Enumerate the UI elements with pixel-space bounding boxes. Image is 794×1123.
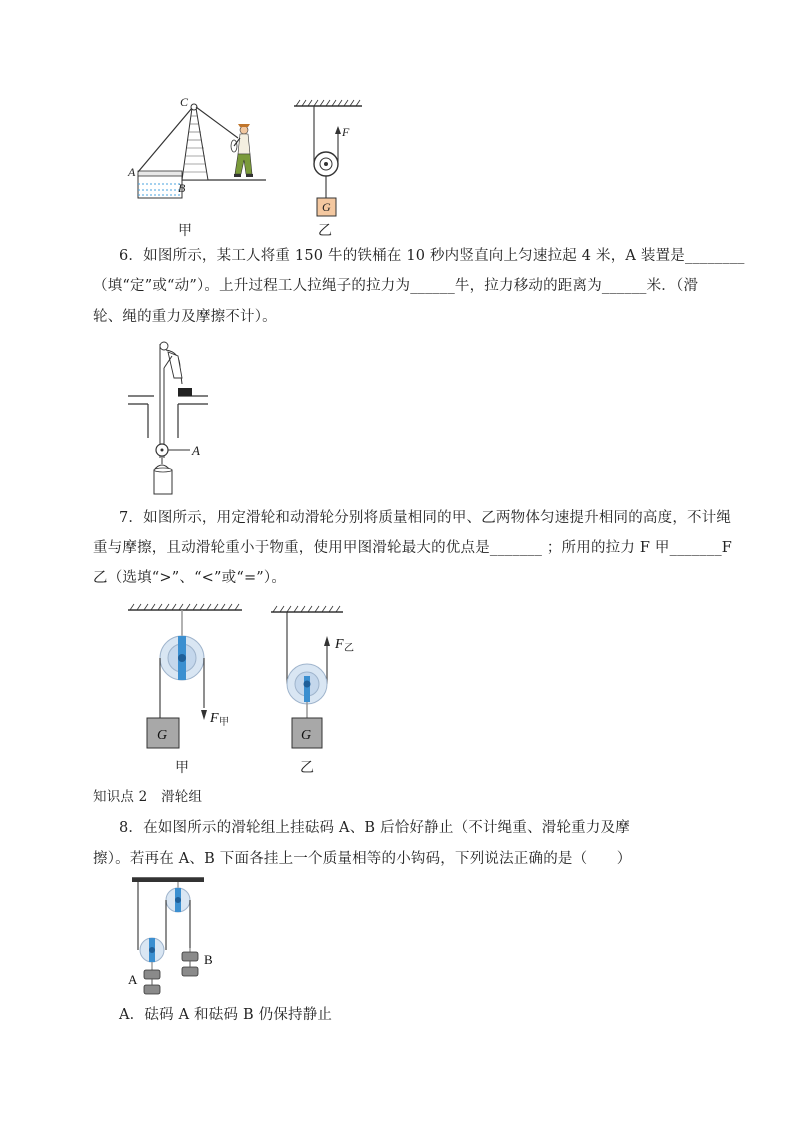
q6-well-figure	[120, 338, 220, 498]
q8-line-2: 擦）。若再在 A、B 下面各挂上一个质量相等的小钩码，下列说法正确的是（ ）	[93, 851, 632, 867]
q7-line-2: 重与摩擦，且动滑轮重小于物重，使用甲图滑轮最大的优点是_______ ；所用的拉力 F 甲_______F	[93, 540, 733, 556]
q6-line-1: 6．如图所示，某工人将重 150 牛的铁桶在 10 秒内竖直向上匀速拉起 4 米，A 装置是________	[119, 248, 745, 264]
q7-left-F-sub: 甲	[219, 717, 229, 728]
q8-option-a: A．砝码 A 和砝码 B 仍保持静止	[119, 1007, 333, 1023]
fig1-caption-yi: 乙	[318, 223, 332, 239]
q7-line-3: 乙（选填“>”、“<”或“=”）。	[93, 570, 287, 586]
figure-yi-pulley	[294, 100, 362, 216]
label-C: C	[180, 95, 189, 109]
figure-jia-scene	[127, 95, 266, 198]
label-F: F	[342, 125, 350, 139]
label-B: B	[178, 181, 186, 195]
q7-left-G: G	[157, 728, 168, 743]
q6-line-2: （填“定”或“动”）。上升过程工人拉绳子的拉力为______牛，拉力移动的距离为______米．（滑	[93, 278, 699, 294]
q8-label-A: A	[128, 972, 138, 987]
q7-left-F: F	[210, 711, 219, 726]
q8-pulley-block-figure	[124, 872, 224, 1002]
q7-right-F: F	[335, 637, 344, 652]
q6-line-3: 轮、绳的重力及摩擦不计）。	[93, 309, 277, 325]
figure-winch-and-pulley	[120, 92, 380, 222]
q7-fixed-pulley-figure	[120, 600, 250, 760]
q7-line-1: 7．如图所示，用定滑轮和动滑轮分别将质量相同的甲、乙两物体匀速提升相同的高度，不计绳	[119, 510, 732, 526]
q7-right-F-sub: 乙	[344, 643, 354, 654]
q7-right-G: G	[301, 728, 312, 743]
label-G: G	[322, 200, 331, 214]
section-title: 知识点 2 滑轮组	[93, 789, 203, 805]
q7-caption-yi: 乙	[300, 760, 314, 776]
q7-movable-pulley-figure	[265, 600, 365, 760]
q7-caption-jia: 甲	[175, 760, 189, 776]
q8-label-B: B	[204, 952, 213, 967]
q6-label-A: A	[192, 443, 200, 458]
q8-line-1: 8．在如图所示的滑轮组上挂砝码 A、B 后恰好静止（不计绳重、滑轮重力及摩	[119, 820, 630, 836]
worker-figure	[231, 124, 253, 177]
label-A: A	[128, 165, 136, 179]
fig1-caption-jia: 甲	[178, 223, 192, 239]
